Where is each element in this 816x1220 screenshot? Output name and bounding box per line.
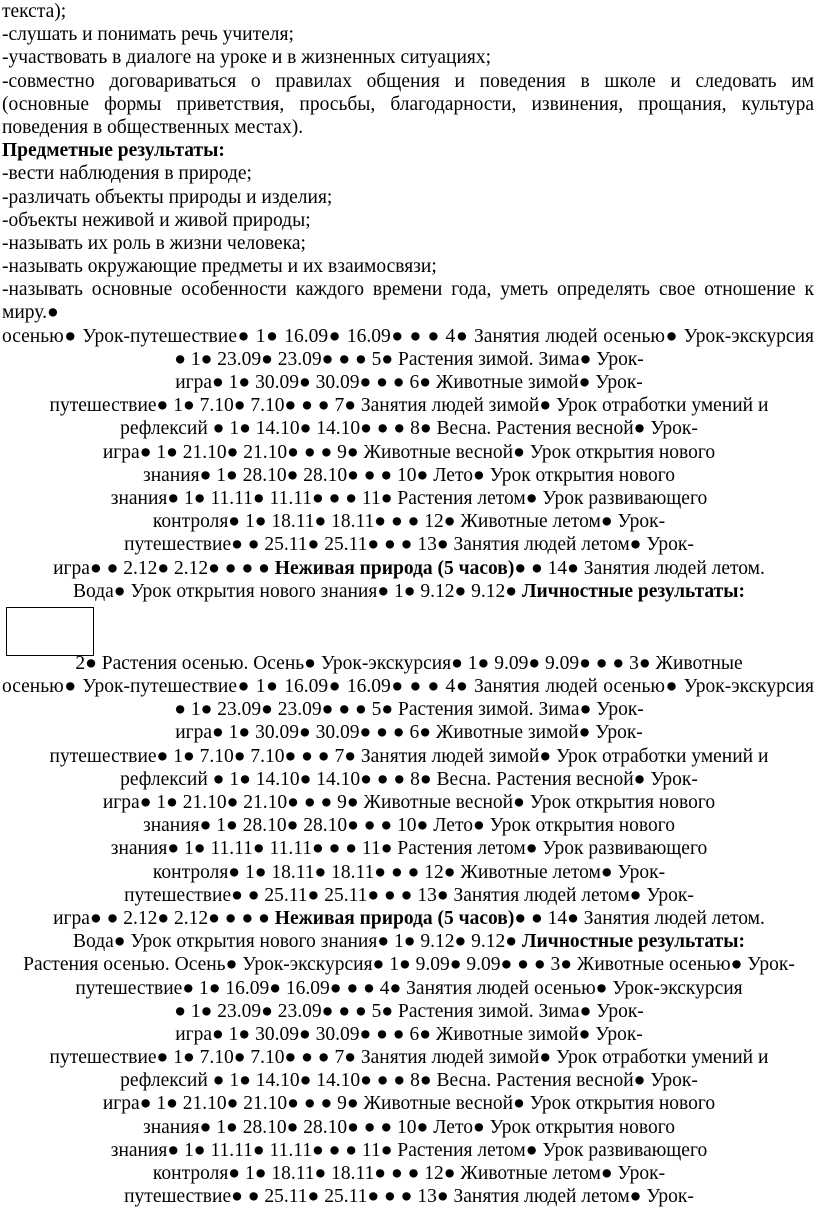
text-line: знания● 1● 28.10● 28.10● ● ● 10● Лето● Урок открытия нового: [143, 464, 675, 486]
text-line: контроля● 1● 18.11● 18.11● ● ● 12● Животные летом● Урок-: [152, 1163, 666, 1184]
text-line: путешествие● ● 25.11● 25.11● ● ● 13● Занятия людей летом● Урок-: [124, 1186, 694, 1208]
lesson-plan-block-1: [0, 325, 816, 603]
section-heading: Личностные результаты:: [521, 580, 745, 602]
text-line: рефлексий ● 1● 14.10● 14.10● ● ● 8● Весна. Растения весной● Урок-: [120, 418, 698, 440]
list-item: -называть их роль в жизни человека;: [2, 232, 306, 254]
text-line: игра● 1● 30.09● 30.09● ● ● 6● Животные зимой● Урок-: [175, 722, 643, 744]
text-line: -совместно договариваться о правилах общения и поведения в школе и следовать им: [2, 70, 814, 92]
lesson-plan-block-2: [0, 652, 816, 953]
list-item: -вести наблюдения в природе;: [2, 163, 252, 185]
text-line: ● 1● 23.09● 23.09● ● ● 5● Растения зимой. Зима● Урок-: [174, 1000, 644, 1022]
text-line: знания● 1● 28.10● 28.10● ● ● 10● Лето● Урок открытия нового: [143, 815, 675, 837]
section-heading: Неживая природа (5 часов): [274, 907, 515, 929]
text-line: ● 1● 23.09● 23.09● ● ● 5● Растения зимой. Зима● Урок-: [174, 699, 644, 721]
text-line: путешествие● 1● 7.10● 7.10● ● ● 7● Занятия людей зимой● Урок отработки умений и: [49, 1047, 769, 1069]
section-heading: Предметные результаты:: [2, 140, 225, 162]
spacer: [0, 603, 816, 652]
list-item: -называть основные особенности каждого времени года, уметь определять свое отношение к: [2, 279, 814, 301]
text-line: игра● 1● 30.09● 30.09● ● ● 6● Животные зимой● Урок-: [175, 372, 643, 393]
text-line: ● 1● 23.09● 23.09● ● ● 5● Растения зимой. Зима● Урок-: [174, 348, 644, 370]
section-heading: Неживая природа (5 часов): [274, 557, 515, 579]
text-line: Растения осенью. Осень● Урок-экскурсия● 1● 9.09● 9.09● ● ● 3● Животные осенью● Урок-: [23, 954, 795, 976]
text-line: знания● 1● 11.11● 11.11● ● ● 11● Растения летом● Урок развивающего: [110, 487, 708, 509]
text-line: игра● 1● 30.09● 30.09● ● ● 6● Животные зимой● Урок-: [175, 1023, 643, 1045]
text-line: -участвовать в диалоге на уроке и в жизненных ситуациях;: [2, 47, 492, 69]
text-line: поведения в общественных местах).: [2, 116, 304, 138]
text-line: знания● 1● 11.11● 11.11● ● ● 11● Растения летом● Урок развивающего: [110, 838, 708, 860]
text-line: Вода● Урок открытия нового знания● 1● 9.12● 9.12● Личностные результаты:: [73, 580, 745, 602]
text-line: осенью● Урок-путешествие● 1● 16.09● 16.09● ● ● 4● Занятия людей осенью● Урок-экскурсия: [2, 676, 814, 698]
list-item: -объекты неживой и живой природы;: [2, 209, 311, 231]
text-line: игра● ● 2.12● 2.12● ● ● ● Неживая природа (5 часов)● ● 14● Занятия людей летом.: [53, 907, 765, 929]
text-line: путешествие● ● 25.11● 25.11● ● ● 13● Занятия людей летом● Урок-: [124, 884, 694, 906]
list-item: -называть окружающие предметы и их взаимосвязи;: [2, 256, 437, 278]
text-line: рефлексий ● 1● 14.10● 14.10● ● ● 8● Весна. Растения весной● Урок-: [120, 768, 698, 790]
text-line: игра● 1● 21.10● 21.10● ● ● 9● Животные весной● Урок открытия нового: [102, 792, 716, 813]
text-line: путешествие● ● 25.11● 25.11● ● ● 13● Занятия людей летом● Урок-: [124, 534, 694, 556]
section-heading: Личностные результаты:: [521, 931, 745, 953]
subject-results-section: [0, 139, 816, 325]
text-line: контроля● 1● 18.11● 18.11● ● ● 12● Животные летом● Урок-: [152, 861, 666, 883]
text-line: 2● Растения осенью. Осень● Урок-экскурсия● 1● 9.09● 9.09● ● ● 3● Животные: [75, 652, 743, 674]
text-line: знания● 1● 11.11● 11.11● ● ● 11● Растения летом● Урок развивающего: [110, 1139, 708, 1161]
text-line: путешествие● 1● 7.10● 7.10● ● ● 7● Занятия людей зимой● Урок отработки умений и: [49, 745, 769, 767]
text-line: текста);: [2, 1, 67, 22]
text-line: рефлексий ● 1● 14.10● 14.10● ● ● 8● Весна. Растения весной● Урок-: [120, 1070, 698, 1092]
text-line: игра● 1● 21.10● 21.10● ● ● 9● Животные весной● Урок открытия нового: [102, 441, 716, 463]
text-line: (основные формы приветствия, просьбы, благодарности, извинения, прощания, культура: [2, 93, 814, 115]
text-line: осенью● Урок-путешествие● 1● 16.09● 16.09● ● ● 4● Занятия людей осенью● Урок-экскурсия: [2, 325, 814, 347]
text-line: игра● 1● 21.10● 21.10● ● ● 9● Животные весной● Урок открытия нового: [102, 1093, 716, 1115]
text-line: знания● 1● 28.10● 28.10● ● ● 10● Лето● Урок открытия нового: [143, 1116, 675, 1138]
text-line: Вода● Урок открытия нового знания● 1● 9.12● 9.12● Личностные результаты:: [73, 931, 745, 953]
text-line: игра● ● 2.12● 2.12● ● ● ● Неживая природа (5 часов)● ● 14● Занятия людей летом.: [53, 557, 765, 579]
text-line: -слушать и понимать речь учителя;: [2, 24, 294, 46]
text-line: контроля● 1● 18.11● 18.11● ● ● 12● Животные летом● Урок-: [152, 511, 666, 533]
text-line: путешествие● 1● 7.10● 7.10● ● ● 7● Занятия людей зимой● Урок отработки умений и: [49, 395, 769, 417]
intro-section: [0, 0, 816, 139]
list-item: -различать объекты природы и изделия;: [2, 186, 333, 208]
empty-frame: [6, 607, 94, 656]
lesson-plan-block-3: [0, 953, 816, 1208]
text-line: путешествие● 1● 16.09● 16.09● ● ● 4● Занятия людей осенью● Урок-экскурсия: [75, 977, 743, 999]
list-item: миру.●: [2, 302, 59, 324]
